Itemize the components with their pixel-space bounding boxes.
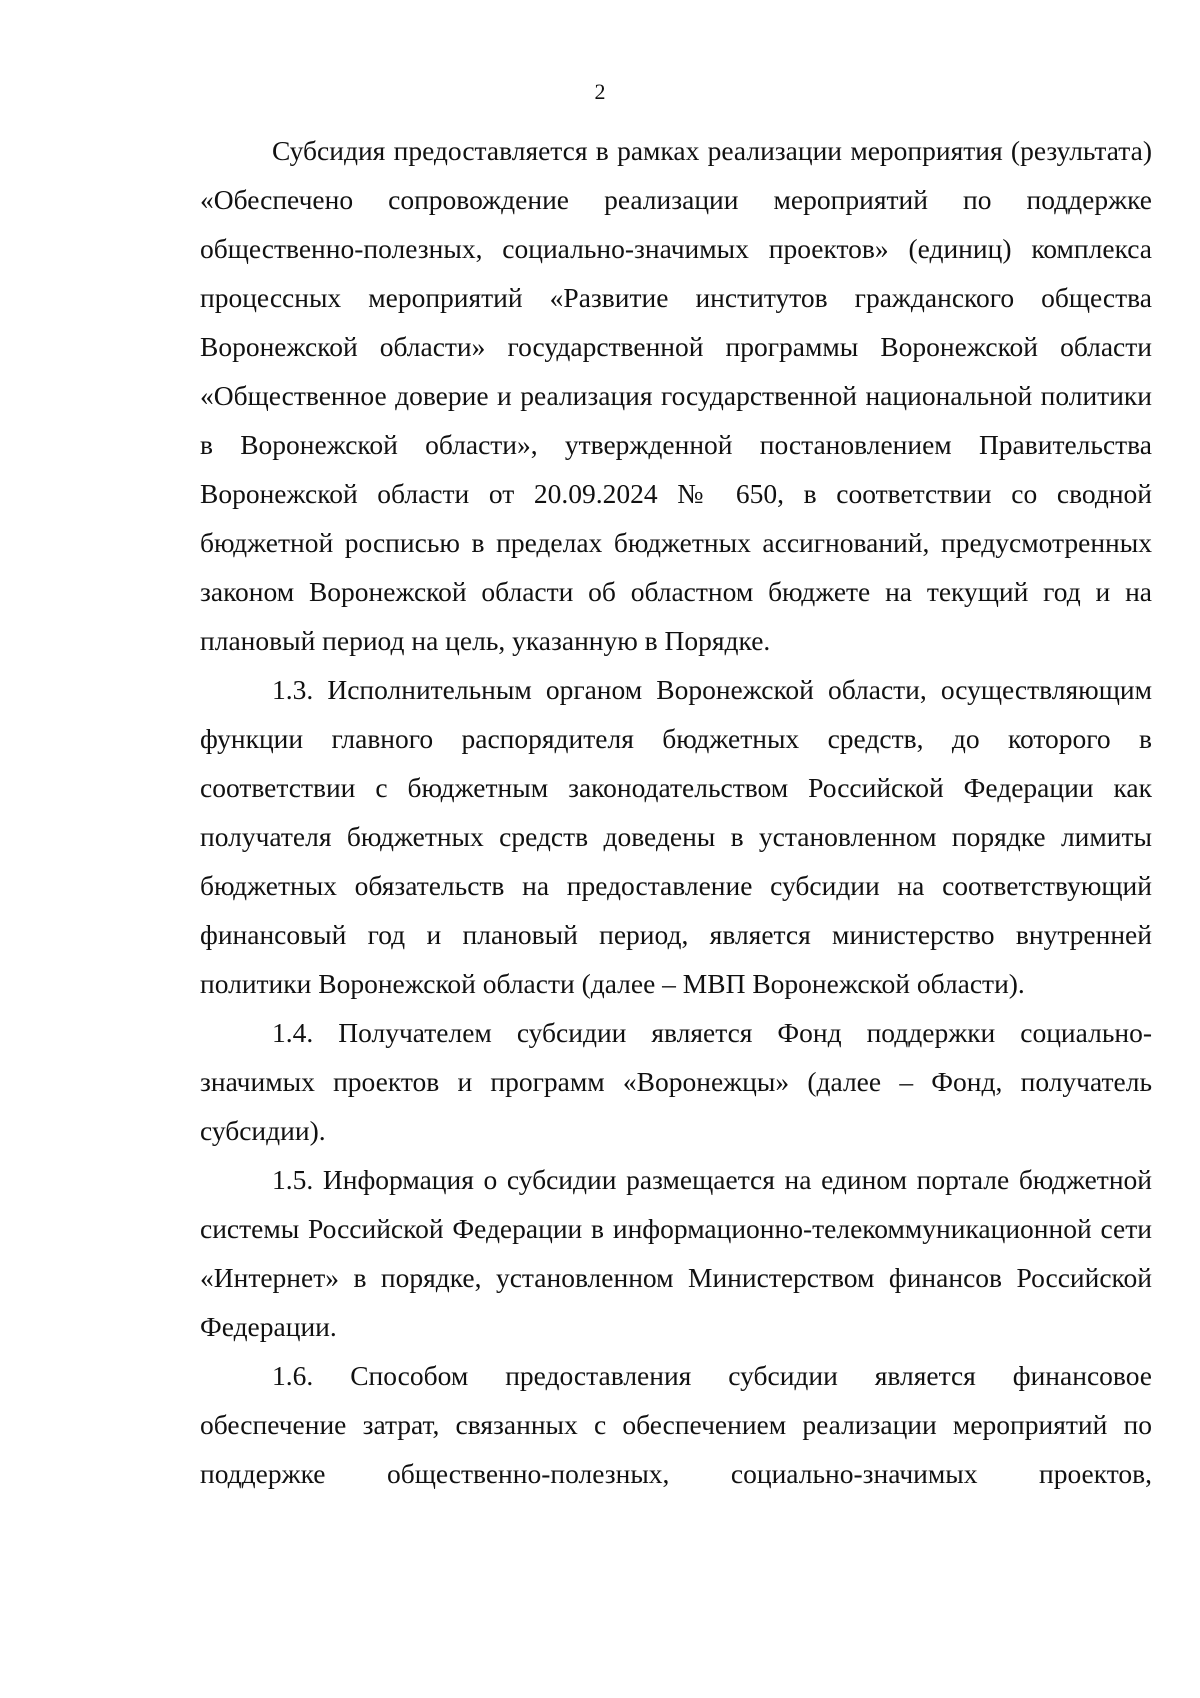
page-number: 2 xyxy=(594,79,606,104)
paragraph-clause-1-6: 1.6. Способом предоставления субсидии является финансовое обеспечение затрат, связанных с обеспечением реализации мероприятий по поддержке общественно-полезных, социально-значимых проектов, xyxy=(200,1360,1152,1489)
paragraph-clause-1-3: 1.3. Исполнительным органом Воронежской области, осуществляющим функции главного распорядителя бюджетных средств, до которого в соответствии с бюджетным законодательством Российской Федерации как получателя бюджетных средств доведены в установленном порядке лимиты бюджетных обязательств на предоставление субсидии на соответствующий финансовый год и плановый период, является министерство внутренней политики Воронежской области (далее – МВП Воронежской области). xyxy=(200,674,1152,999)
document-body xyxy=(200,126,1152,1498)
paragraph-clause-1-4: 1.4. Получателем субсидии является Фонд поддержки социально-значимых проектов и программ «Воронежцы» (далее – Фонд, получатель субсидии). xyxy=(200,1017,1152,1146)
paragraph-subsidy-program: Субсидия предоставляется в рамках реализации мероприятия (результата) «Обеспечено сопровождение реализации мероприятий по поддержке общественно-полезных, социально-значимых проектов» (единиц) комплекса процессных мероприятий «Развитие институтов гражданского общества Воронежской области» государственной программы Воронежской области «Общественное доверие и реализация государственной национальной политики в Воронежской области», утвержденной постановлением Правительства Воронежской области от 20.09.2024 № 650, в соответствии со сводной бюджетной росписью в пределах бюджетных ассигнований, предусмотренных законом Воронежской области об областном бюджете на текущий год и на плановый период на цель, указанную в Порядке. xyxy=(200,135,1152,656)
paragraph-clause-1-5: 1.5. Информация о субсидии размещается на едином портале бюджетной системы Российской Федерации в информационно-телекоммуникационной сети «Интернет» в порядке, установленном Министерством финансов Российской Федерации. xyxy=(200,1164,1152,1342)
